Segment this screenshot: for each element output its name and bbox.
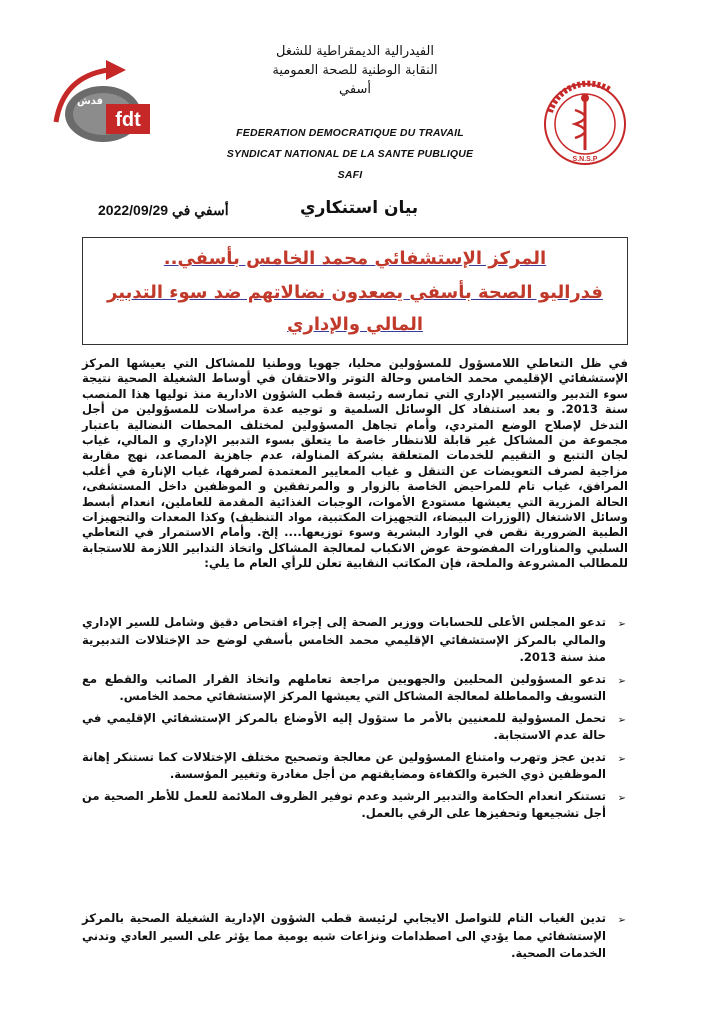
header-ar-line-2: النقابة الوطنية للصحة العمومية — [272, 63, 438, 78]
list-item-text: تحمل المسؤولية للمعنيين بالأمر ما ستؤول إليه الأوضاع بالمركز الإستشفائي الإقليمي في حالة عدم الاستجابة. — [82, 710, 606, 742]
arrow-bullet-icon: ➢ — [617, 915, 626, 926]
arrow-bullet-icon: ➢ — [617, 792, 626, 804]
list-item-text: تستنكر انعدام الحكامة والتدبير الرشيد وعدم توفير الظروف الملائمة للعمل للأطر الصحية من أجل تشجيعها وتحفيزها على الرقي بالعمل. — [82, 788, 606, 820]
arrow-bullet-icon: ➢ — [617, 714, 626, 726]
demands-list — [82, 614, 628, 827]
header-fr-line-3: SAFI — [337, 169, 363, 181]
arrow-bullet-icon: ➢ — [617, 675, 626, 687]
header-ar-line-3: أسفي — [339, 82, 371, 97]
fdt-logo-arabic: فدش — [76, 96, 104, 107]
body-text: في ظل التعاطي اللامسؤول للمسؤولين محليا، جهويا ووطنيا للمشاكل التي يعيشها المركز الإستشفائي الإقليمي محمد الخامس وحالة التوتر والاحتقان في أوساط الشغيلة الصحية نتيجة سوء التدبير والتسيير الإداري التي تمارسه رئيسة قطب الشؤون الادارية منذ توليها هذا المنصب سنة 2013. و بعد استنفاد كل الوسائل السلمية و توجيه عدة مراسلات للمسؤولين من أجل التدخل لإصلاح الوضع المتردي، وأمام تجاهل المسؤولين لمختلف المحطات النضالية باعتبار مجموعة من المشاكل غير قابلة للانتظار خاصة ما يتعلق بسوء التدبير الإداري و المالي، غياب لجان التتبع و التقييم للخدمات المتعلقة بشركة المناولة، عدم جاهزية المصاعد، نهج مقاربة مزاجية لصرف التعويضات عن التنقل و غياب المعايير المعتمدة لصرفها، غياب الإنارة في أغلب المرافق، غياب تام للمراحيض الخاصة بالزوار و والمرتفقين و الموظفين داخل المستشفى، الحالة المزرية التي يعيشها مستودع الأموات، الوجبات الغذائية المقدمة للعاملين، انعدام أبسط وسائل الاشتغال (الوزرات البيضاء، التجهيزات المكتبية، مواد التنظيف) وكذا المعدات والتجهيزات الطبية الضرورية نقص في الوارد البشرية وسوء توزيعها.... إلخ. وأمام الاستمرار في التعاطي السلبي والمناورات المفضوحة عوض الانكباب لمعالجة المشاكل واتخاذ التدابير اللازمة للاستجابة للمطالب المشروعة والملحة، فإن المكاتب النقابية تعلن للرأي العام ما يلي: — [82, 356, 628, 571]
list-item — [82, 671, 628, 706]
arrow-bullet-icon: ➢ — [617, 619, 626, 630]
headline-line-2: فدراليو الصحة بأسفي يصعدون نضالاتهم ضد سوء التدبير المالي والإداري — [107, 282, 603, 335]
list-item-text: تدين عجز وتهرب وامتناع المسؤولين عن معالجة وتصحيح مختلف الإختلالات كما تستنكر إهانة الموظفين ذوي الخبرة والكفاءة ومضايقتهم من أجل مغادرة وتغيير المؤسسة. — [82, 749, 606, 781]
headline-box — [82, 237, 628, 345]
fdt-logo-text: fdt — [115, 109, 141, 131]
headline-line-1: المركز الإستشفائي محمد الخامس بأسفي.. — [163, 248, 547, 269]
header-fr-line-2: SYNDICAT NATIONAL DE LA SANTE PUBLIQUE — [226, 148, 474, 160]
arabic-header — [230, 42, 480, 99]
demands-list-2 — [82, 910, 628, 967]
arrow-bullet-icon: ➢ — [617, 753, 626, 765]
list-item-text: تدين الغياب التام للتواصل الايجابي لرئيسة قطب الشؤون الإدارية الشغيلة الصحية بالمركز الإستشفائي مما يؤدي الى اصطدامات ونزاعات شبه يومية مما يؤثر على السير العادي وتدني الخدمات الصحية. — [82, 911, 606, 960]
date-line: أسفي في 2022/09/29 — [98, 202, 229, 218]
header-fr-line-1: FEDERATION DEMOCRATIQUE DU TRAVAIL — [236, 127, 464, 139]
list-item-text: تدعو المجلس الأعلى للحسابات ووزير الصحة إلى إجراء افتحاص دقيق وشامل للسير الإداري والمالي بالمركز الإستشفائي الإقليمي محمد الخامس بأسفي لوضع حد الإختلالات التدبيرية منذ سنة 2013. — [82, 615, 606, 664]
list-item — [82, 749, 628, 784]
fdt-logo — [48, 52, 158, 148]
french-header — [170, 123, 530, 186]
list-item — [82, 614, 628, 667]
header-ar-line-1: الفيدرالية الديمقراطية للشغل — [275, 44, 434, 59]
list-item — [82, 910, 628, 963]
list-item — [82, 710, 628, 745]
snsp-logo-text: S.N.S.P — [572, 156, 598, 163]
list-item-text: تدعو المسؤولين المحليين والجهويين مراجعة تعاملهم واتخاذ القرار الصائب والقطع مع التسويف والمماطلة لمعالجة المشاكل التي يعيشها المركز الإستشفائي محمد الخامس. — [82, 671, 606, 703]
list-item — [82, 788, 628, 823]
body-paragraph — [82, 356, 628, 572]
snsp-logo — [530, 72, 650, 172]
document-type: بيان استنكاري — [300, 198, 419, 218]
